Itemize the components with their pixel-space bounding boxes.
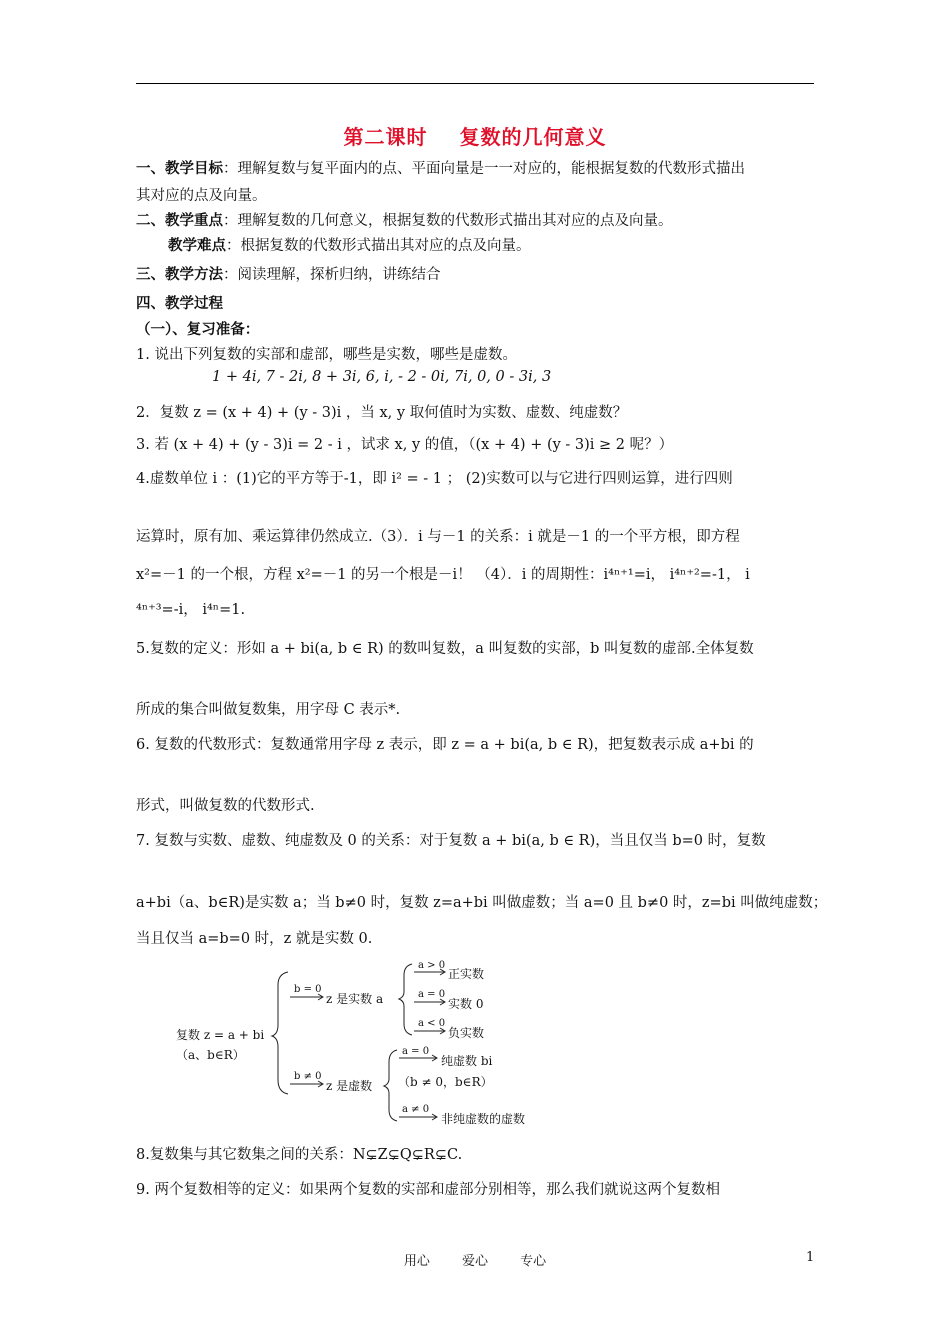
footer-word-2: 爱心 bbox=[461, 1254, 488, 1269]
diagram-a-lt-0: a < 0 bbox=[418, 1018, 446, 1029]
diagram-a-gt-0: a > 0 bbox=[418, 960, 446, 971]
footer-word-1: 用心 bbox=[403, 1254, 430, 1269]
key-point-text: ：理解复数的几何意义，根据复数的代数形式描出其对应的点及向量。 bbox=[223, 213, 673, 229]
diagram-positive-real: 正实数 bbox=[448, 967, 485, 981]
page-number: 1 bbox=[806, 1250, 815, 1265]
objectives-label: 一、教学目标 bbox=[136, 160, 223, 177]
difficulty-label: 教学难点 bbox=[168, 237, 226, 254]
item-7-line3: 当且仅当 a=b=0 时，z 就是实数 0. bbox=[136, 931, 373, 947]
item-6-line2: 形式，叫做复数的代数形式. bbox=[136, 798, 315, 814]
diagram-a-eq-0: a = 0 bbox=[418, 989, 446, 1000]
review-heading: （一）、复习准备： bbox=[136, 321, 260, 338]
diagram-zero: 实数 0 bbox=[448, 997, 484, 1011]
methods-text: ：阅读理解，探析归纳，讲练结合 bbox=[223, 267, 441, 283]
diagram-b-ne-0: b ≠ 0 bbox=[294, 1071, 322, 1082]
process-heading: 四、教学过程 bbox=[136, 295, 223, 312]
item-8: 8.复数集与其它数集之间的关系：N⊊Z⊊Q⊊R⊊C. bbox=[136, 1147, 463, 1163]
diagram-non-pure-imaginary: 非纯虚数的虚数 bbox=[441, 1112, 526, 1126]
diagram-pure-imaginary: 纯虚数 bi bbox=[441, 1054, 493, 1068]
item-3: 3. 若 (x + 4) + (y - 3)i = 2 - i ，试求 x, y 的值，（(x + 4) + (y - 3)i ≥ 2 呢？） bbox=[136, 437, 674, 453]
item-4-line3: x²=－1 的一个根，方程 x²=－1 的另一个根是－i！ （4）．i 的周期性：i⁴ⁿ⁺¹=i， i⁴ⁿ⁺²=-1， i bbox=[136, 567, 750, 583]
item-7-line2: a+bi（a、b∈R)是实数 a；当 b≠0 时，复数 z=a+bi 叫做虚数；当 a=0 且 b≠0 时，z=bi 叫做纯虚数； bbox=[136, 895, 828, 911]
diagram-b-eq-0: b = 0 bbox=[294, 984, 322, 995]
diagram-root: 复数 z = a + bi bbox=[176, 1028, 265, 1042]
diagram-a-ne-0: a ≠ 0 bbox=[402, 1104, 430, 1115]
item-4-line1: 4.虚数单位 i ：(1)它的平方等于-1，即 i² = - 1 ； (2)实数可以与它进行四则运算，进行四则 bbox=[136, 471, 733, 487]
title-topic: 复数的几何意义 bbox=[459, 125, 607, 149]
difficulty-text: ：根据复数的代数形式描出其对应的点及向量。 bbox=[226, 238, 531, 254]
item-4-line2: 运算时，原有加、乘运算律仍然成立.（3）．i 与－1 的关系：i 就是－1 的一个平方根，即方程 bbox=[136, 529, 740, 545]
diagram-real: z 是实数 a bbox=[326, 992, 384, 1006]
item-2: 2．复数 z = (x + 4) + (y - 3)i ，当 x, y 取何值时为实数、虚数、纯虚数？ bbox=[136, 405, 628, 421]
item-6-line1: 6. 复数的代数形式：复数通常用字母 z 表示，即 z = a + bi(a, b ∈ R)，把复数表示成 a+bi 的 bbox=[136, 737, 754, 753]
methods-label: 三、教学方法 bbox=[136, 266, 223, 283]
item-4-line4: ⁴ⁿ⁺³=-i， i⁴ⁿ=1. bbox=[136, 602, 246, 618]
item-7-line1: 7. 复数与实数、虚数、纯虚数及 0 的关系：对于复数 a + bi(a, b ∈ R)，当且仅当 b=0 时，复数 bbox=[136, 833, 766, 849]
diagram-negative-real: 负实数 bbox=[448, 1026, 485, 1040]
item-5-line2: 所成的集合叫做复数集，用字母 C 表示*. bbox=[136, 702, 401, 718]
objectives-text: ：理解复数与复平面内的点、平面向量是一一对应的，能根据复数的代数形式描出 bbox=[223, 161, 745, 177]
diagram-pure-condition: （b ≠ 0，b∈R） bbox=[398, 1075, 493, 1089]
key-point-label: 二、教学重点 bbox=[136, 212, 223, 229]
diagram-imaginary: z 是虚数 bbox=[326, 1079, 373, 1093]
diagram-root-condition: （a、b∈R） bbox=[176, 1048, 245, 1062]
item-9: 9. 两个复数相等的定义：如果两个复数的实部和虚部分别相等，那么我们就说这两个复数相 bbox=[136, 1182, 720, 1198]
objectives-line2: 其对应的点及向量。 bbox=[136, 188, 267, 204]
title-lesson: 第二课时 bbox=[343, 125, 428, 149]
item-1-expression: 1 + 4i, 7 - 2i, 8 + 3i, 6, i, - 2 - 0i, 7i, 0, 0 - 3i, 3 bbox=[212, 369, 552, 385]
diagram-a-eq-0-imag: a = 0 bbox=[402, 1046, 430, 1057]
footer-word-3: 专心 bbox=[520, 1254, 547, 1269]
item-5-line1: 5.复数的定义：形如 a + bi(a, b ∈ R) 的数叫复数，a 叫复数的实部，b 叫复数的虚部.全体复数 bbox=[136, 641, 754, 657]
item-1: 1. 说出下列复数的实部和虚部，哪些是实数，哪些是虚数。 bbox=[136, 347, 517, 363]
